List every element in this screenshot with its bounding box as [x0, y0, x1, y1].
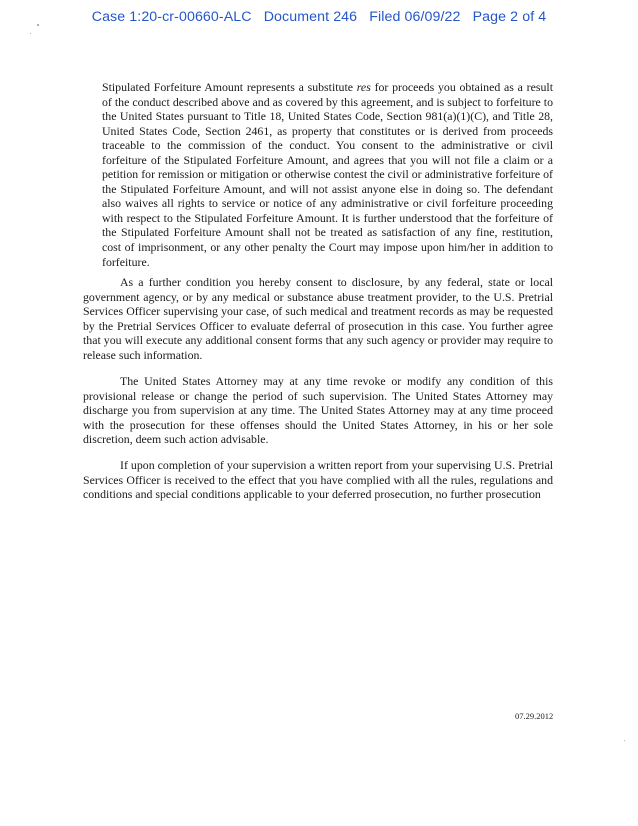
document-number: Document 246	[263, 9, 358, 25]
case-number: Case 1:20-cr-00660-ALC	[91, 9, 252, 25]
form-revision-code: 07.29.2012	[515, 711, 554, 721]
paragraph-text: Stipulated Forfeiture Amount represents a substitute	[102, 80, 357, 94]
paragraph-text: for proceeds you obtained as a result of the conduct described above and as covered by this agreement, and is subject to forfeiture to the United States pursuant to Title 18, United States Code, Section 981(a)(1)(C), and Title 28, United States Code, Section 2461, as property that constitutes or is derived from proceeds traceable to the commission of the conduct. You consent to the administrative or civil forfeiture of the Stipulated Forfeiture Amount, and agrees that you will not file a claim or a petition for remission or mitigation or otherwise contest the civil or administrative forfeiture of the Stipulated Forfeiture Amount, and will not assist anyone else in doing so. The defendant also waives all rights to service or notice of any administrative or civil forfeiture proceeding with respect to the Stipulated Forfeiture Amount. It is further understood that the forfeiture of the Stipulated Forfeiture Amount shall not be treated as satisfaction of any fine, restitution, cost of imprisonment, or any other penalty the Court may impose upon him/her in addition to forfeiture.	[102, 80, 553, 269]
completion-paragraph: If upon completion of your supervision a written report from your supervising U.S. Pretrial Services Officer is received to the effect that you have complied with all the rules, regulations and conditions and special conditions applicable to your deferred prosecution, no further prosecution	[83, 458, 553, 502]
ecf-filing-header	[0, 9, 638, 25]
scan-speck	[37, 24, 39, 26]
forfeiture-paragraph	[102, 80, 553, 269]
scan-speck	[30, 33, 31, 34]
italic-term: res	[356, 80, 371, 94]
page-indicator: Page 2 of 4	[472, 9, 547, 25]
scan-speck	[624, 740, 625, 741]
disclosure-consent-paragraph: As a further condition you hereby consent to disclosure, by any federal, state or local government agency, or by any medical or substance abuse treatment provider, to the U.S. Pretrial Services Officer supervising your case, of such medical and treatment records as may be requested by the Pretrial Services Officer to evaluate deferral of prosecution in this case. You further agree that you will execute any additional consent forms that any such agency or provider may require to release such information.	[83, 275, 553, 362]
revocation-paragraph: The United States Attorney may at any time revoke or modify any condition of this provisional release or change the period of such supervision. The United States Attorney may discharge you from supervision at any time. The United States Attorney may at any time proceed with the prosecution for these offenses should the United States Attorney, in his or her sole discretion, deem such action advisable.	[83, 374, 553, 447]
filed-date: Filed 06/09/22	[369, 9, 461, 25]
